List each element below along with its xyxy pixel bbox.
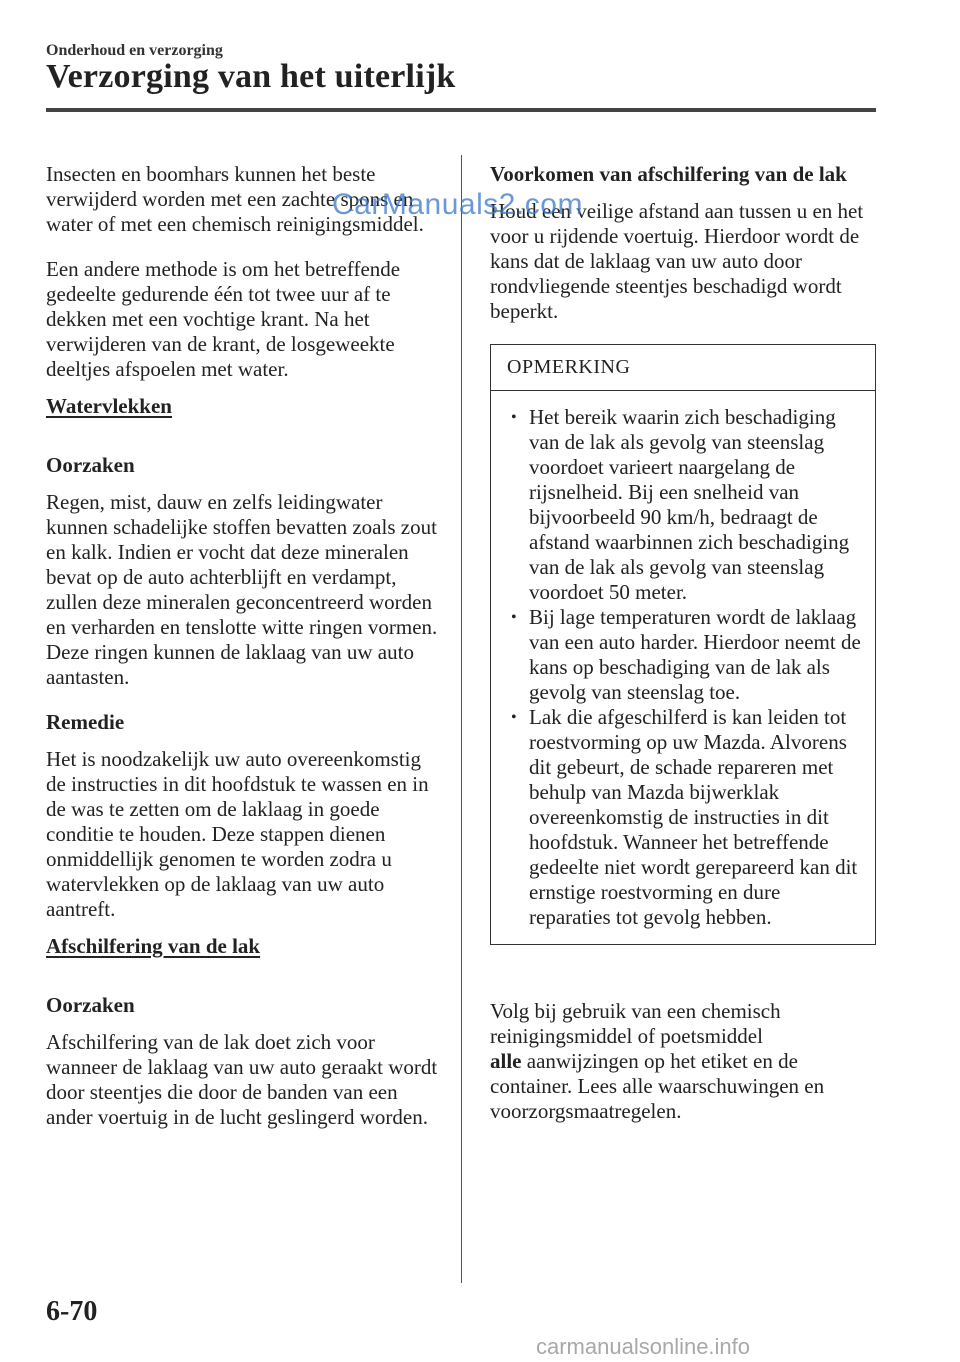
watervlekken-remedie-heading: Remedie bbox=[46, 710, 125, 734]
chemisch-text-after: aanwijzingen op het etiket en de container. Lees alle waarschuwingen en voorzorgsmaatregelen. bbox=[490, 1049, 825, 1123]
note-title: OPMERKING bbox=[491, 345, 875, 391]
page-title: Verzorging van het uiterlijk bbox=[46, 58, 456, 95]
afschilfering-heading: Afschilfering van de lak bbox=[46, 934, 261, 958]
note-item: • Bij lage temperaturen wordt de laklaag van een auto harder. Hierdoor neemt de kans op beschadiging van de lak als gevolg van steenslag toe. bbox=[507, 605, 867, 705]
header-divider bbox=[46, 108, 876, 112]
afschilfering-oorzaken-heading: Oorzaken bbox=[46, 993, 135, 1017]
note-item: • Lak die afgeschilferd is kan leiden tot roestvorming op uw Mazda. Alvorens dit gebeurt, de schade repareren met behulp van Mazda bijwerklak overeenkomstig de instructies in dit hoofdstuk. Wanneer het betreffende gedeelte niet wordt gerepareerd kan dit ernstige roestvorming en dure reparaties tot gevolg hebben. bbox=[507, 705, 867, 930]
left-column bbox=[46, 162, 446, 1150]
watervlekken-oorzaken-text: Regen, mist, dauw en zelfs leidingwater kunnen schadelijke stoffen bevatten zoals zout en kalk. Indien er vocht dat deze mineralen bevat op de auto achterblijft en verdampt, zullen deze mineralen geconcentreerd worden en verharden en tenslotte witte ringen vormen. Deze ringen kunnen de laklaag van uw auto aantasten. bbox=[46, 490, 438, 689]
note-box bbox=[490, 344, 876, 945]
column-divider bbox=[461, 155, 462, 1283]
watermark-carmanuals2: CarManuals2.com bbox=[332, 188, 583, 221]
watervlekken-heading: Watervlekken bbox=[46, 394, 172, 418]
chemisch-paragraph bbox=[490, 999, 876, 1124]
note-list bbox=[491, 391, 875, 944]
voorkomen-heading: Voorkomen van afschilfering van de lak bbox=[490, 162, 847, 186]
voorkomen-text: Houd een veilige afstand aan tussen u en het voor u rijdende voertuig. Hierdoor wordt de kans dat de laklaag van uw auto door rondvliegende steentjes beschadigd wordt beperkt. bbox=[490, 199, 864, 323]
note-item: • Het bereik waarin zich beschadiging van de lak als gevolg van steenslag voordoet varieert naargelang de rijsnelheid. Bij een snelheid van bijvoorbeeld 90 km/h, bedraagt de afstand waarbinnen zich beschadiging van de lak als gevolg van steenslag voordoet 50 meter. bbox=[507, 405, 867, 605]
watermark-carmanualsonline: carmanualsonline.info bbox=[536, 1334, 751, 1359]
chemisch-text-bold: alle bbox=[490, 1049, 522, 1073]
watervlekken-remedie-text: Het is noodzakelijk uw auto overeenkomstig de instructies in dit hoofdstuk te wassen en in de was te zetten om de laklaag in goede conditie te houden. Deze stappen dienen onmiddellijk genomen te worden zodra u watervlekken op de laklaag van uw auto aantreft. bbox=[46, 747, 429, 921]
page-number: 6-70 bbox=[46, 1296, 98, 1327]
chemisch-text-before: Volg bij gebruik van een chemisch reinigingsmiddel of poetsmiddel bbox=[490, 999, 781, 1048]
section-label: Onderhoud en verzorging bbox=[46, 42, 223, 59]
insects-paragraph: Insecten en boomhars kunnen het beste verwijderd worden met een zachte spons en water of met een chemisch reinigingsmiddel. bbox=[46, 162, 424, 236]
afschilfering-oorzaken-text: Afschilfering van de lak doet zich voor wanneer de laklaag van uw auto geraakt wordt door steentjes die door de banden van een ander voertuig in de lucht geslingerd worden. bbox=[46, 1030, 438, 1129]
newspaper-paragraph: Een andere methode is om het betreffende gedeelte gedurende één tot twee uur af te dekken met een vochtige krant. Na het verwijderen van de krant, de losgeweekte deeltjes afspoelen met water. bbox=[46, 257, 401, 381]
right-column bbox=[490, 162, 876, 1144]
watervlekken-oorzaken-heading: Oorzaken bbox=[46, 453, 135, 477]
